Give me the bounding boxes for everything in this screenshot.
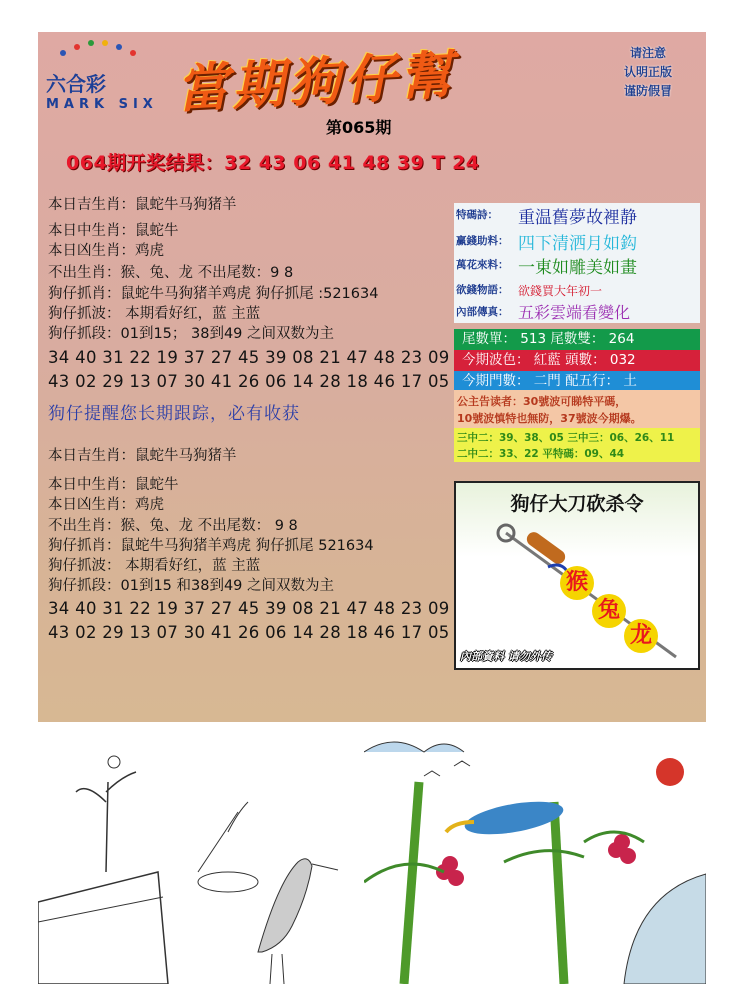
poem-label: 特碼詩： <box>456 209 498 221</box>
stat-text: 今期波色： 紅藍 頭數： 032 <box>462 352 636 368</box>
poem-row <box>454 253 700 277</box>
logo-dots <box>60 40 140 60</box>
tip-line: 公主告读者：30號波可睇特平碼， <box>457 395 627 408</box>
poem-row <box>454 300 700 324</box>
block1-line-5: 狗仔抓肖：鼠蛇牛马狗猪羊鸡虎 狗仔抓尾 :521634 <box>48 286 379 302</box>
zodiac-3: 龙 <box>624 619 658 653</box>
issue-number: 第065期 <box>326 118 392 137</box>
knife-footer: 內部資料 请勿外传 <box>460 650 552 663</box>
block2-numbers-1: 34 40 31 22 19 37 27 45 39 08 21 47 48 23 09 <box>48 599 450 618</box>
draw-result: 064期开奖结果：32 43 06 41 48 39 T 24 <box>66 152 480 174</box>
sketch-right-image <box>364 722 706 984</box>
san-box <box>454 428 700 462</box>
zodiac-2: 兔 <box>592 594 626 628</box>
stat-bar-tail <box>454 329 700 350</box>
block1-line-6: 狗仔抓波： 本期看好红，蓝 主蓝 <box>48 306 261 322</box>
block1-numbers-2: 43 02 29 13 07 30 41 26 06 14 28 18 46 17 05 <box>48 372 450 391</box>
block2-line-5: 狗仔抓肖：鼠蛇牛马狗猪羊鸡虎 狗仔抓尾 521634 <box>48 538 374 554</box>
stat-bar-gate <box>454 371 700 392</box>
block2-line-7: 狗仔抓段：01到15 和38到49 之间双数为主 <box>48 578 335 594</box>
poem-row <box>454 278 700 302</box>
block1-numbers-1: 34 40 31 22 19 37 27 45 39 08 21 47 48 23 09 <box>48 348 450 367</box>
stat-text: 今期門數： 二門 配五行： 土 <box>462 373 637 389</box>
block1-line-3: 本日凶生肖：鸡虎 <box>48 243 164 259</box>
notice-line-3: 谨防假冒 <box>623 84 672 98</box>
knife-title: 狗仔大刀砍杀令 <box>510 493 644 515</box>
sketch-left-image <box>38 722 362 984</box>
poem-text: 欲錢買大年初一 <box>518 284 603 298</box>
block2-line-1: 本日吉生肖：鼠蛇牛马狗猪羊 <box>48 448 237 464</box>
anti-fake-notice <box>608 44 688 101</box>
san-line: 二中二：33、22 平特碼：09、44 <box>457 448 625 460</box>
poem-text: 重温舊夢故裡静 <box>518 208 637 228</box>
block2-line-2: 本日中生肖：鼠蛇牛 <box>48 477 179 493</box>
notice-line-2: 认明正版 <box>623 65 672 79</box>
stat-text: 尾數單： 513 尾數雙： 264 <box>462 331 635 347</box>
page-title: 當期狗仔幫 <box>174 44 458 121</box>
poem-text: 五彩雲端看變化 <box>518 303 631 322</box>
notice-line-1: 请注意 <box>629 46 666 60</box>
poem-panel <box>454 203 700 323</box>
san-line: 三中二：39、38、05 三中三：06、26、11 <box>457 432 675 444</box>
block1-line-4: 不出生肖：猴、兔、龙 不出尾数：9 8 <box>48 265 294 281</box>
poem-row <box>454 203 700 227</box>
logo-text-cn: 六合彩 <box>46 72 106 96</box>
poem-label: 赢錢助料： <box>456 235 509 247</box>
poem-text: 一東如雕美如畫 <box>518 258 637 278</box>
poem-label: 萬花來料： <box>456 259 509 271</box>
block1-line-7: 狗仔抓段：01到15； 38到49 之间双数为主 <box>48 326 335 342</box>
block1-line-1: 本日吉生肖：鼠蛇牛马狗猪羊 <box>48 197 237 213</box>
knife-box <box>454 481 700 670</box>
zodiac-1: 猴 <box>560 566 594 600</box>
block2-line-3: 本日凶生肖：鸡虎 <box>48 497 164 513</box>
poem-row <box>454 229 700 253</box>
reminder-text: 狗仔提醒您长期跟踪，必有收获 <box>48 404 300 424</box>
stat-bar-color <box>454 350 700 371</box>
block1-line-2: 本日中生肖：鼠蛇牛 <box>48 223 179 239</box>
poem-text: 四下清洒月如鈎 <box>518 234 637 254</box>
logo-text-en: MARK SIX <box>46 97 158 112</box>
poem-label: 欲錢物語： <box>456 284 509 296</box>
poem-label: 內部傳真： <box>456 306 509 318</box>
block2-line-6: 狗仔抓波： 本期看好红，蓝 主蓝 <box>48 558 261 574</box>
tips-box <box>454 390 700 428</box>
block2-line-4: 不出生肖：猴、兔、龙 不出尾数： 9 8 <box>48 518 298 534</box>
tip-line: 10號波慎特也無防，37號波今期爆。 <box>457 412 642 425</box>
block2-numbers-2: 43 02 29 13 07 30 41 26 06 14 28 18 46 17 05 <box>48 623 450 642</box>
